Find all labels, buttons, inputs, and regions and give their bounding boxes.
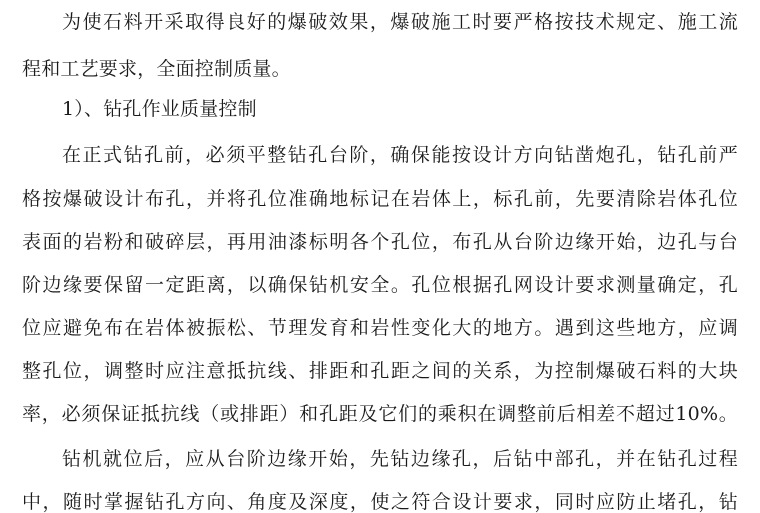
paragraph-line: 中，随时掌握钻孔方向、角度及深度，使之符合设计要求，同时应防止堵孔，钻 (22, 491, 738, 513)
paragraph-line: 整孔位，调整时应注意抵抗线、排距和孔距之间的关系，为控制爆破石料的大块 (22, 360, 738, 382)
paragraph-line: 钻机就位后，应从台阶边缘开始，先钻边缘孔，后钻中部孔，并在钻孔过程 (62, 448, 738, 470)
paragraph-line: 率，必须保证抵抗线（或排距）和孔距及它们的乘积在调整前后相差不超过10%。 (22, 403, 738, 425)
paragraph-line: 程和工艺要求，全面控制质量。 (22, 58, 291, 80)
paragraph-line: 表面的岩粉和破碎层，再用油漆标明各个孔位，布孔从台阶边缘开始，边孔与台 (22, 231, 738, 253)
paragraph-line: 格按爆破设计布孔，并将孔位准确地标记在岩体上，标孔前，先要清除岩体孔位 (22, 188, 738, 210)
paragraph-line: 位应避免布在岩体被振松、节理发育和岩性变化大的地方。遇到这些地方，应调 (22, 317, 738, 339)
paragraph-line: 在正式钻孔前，必须平整钻孔台阶，确保能按设计方向钻凿炮孔，钻孔前严 (62, 144, 738, 166)
section-heading: 1）、钻孔作业质量控制 (62, 98, 257, 120)
paragraph-line: 为使石料开采取得良好的爆破效果，爆破施工时要严格按技术规定、施工流 (62, 11, 738, 33)
paragraph-line: 阶边缘要保留一定距离，以确保钻机安全。孔位根据孔网设计要求测量确定，孔 (22, 274, 738, 296)
